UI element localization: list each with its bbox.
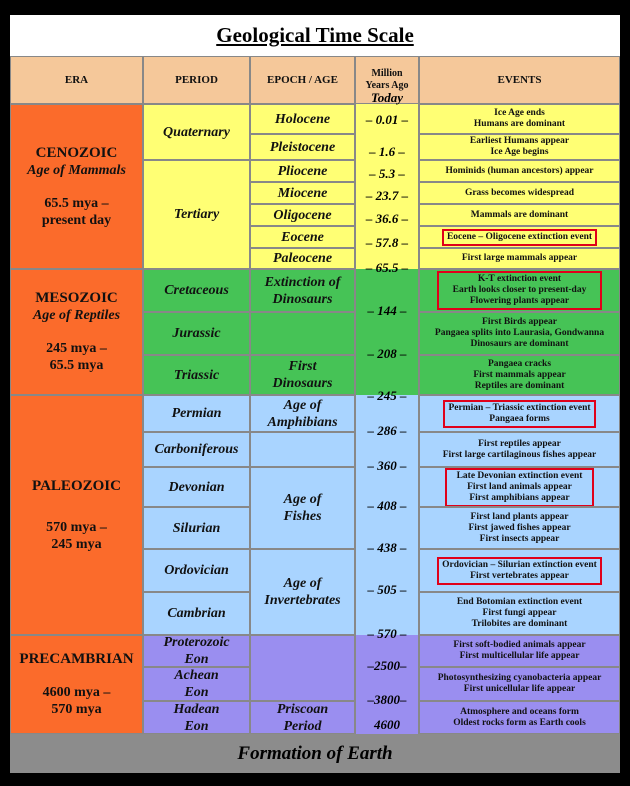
time-label: 4600 (374, 717, 400, 732)
time-label: – 5.3 – (369, 166, 405, 181)
epoch-amphibians-line1: Age of (283, 397, 322, 413)
period-quaternary: Quaternary (143, 104, 250, 160)
epoch-holocene: Holocene (250, 104, 355, 134)
epoch-carboniferous-blank (250, 432, 355, 467)
epoch-extinction-line2: Dinosaurs (272, 291, 333, 307)
events-hadean (419, 701, 620, 734)
events-triassic (419, 355, 620, 395)
time-label: – 0.01 – (365, 112, 409, 127)
period-achean (143, 667, 250, 701)
time-label: – 208 – (367, 346, 407, 361)
period-permian: Permian (143, 395, 250, 432)
time-label: – 36.6 – (365, 211, 409, 226)
epoch-oligocene: Oligocene (250, 204, 355, 226)
event-text: First mammals appear (473, 369, 566, 380)
epoch-age-of-amphibians (250, 395, 355, 432)
event-text: Pangaea forms (489, 413, 550, 424)
era-cenozoic-subtitle: Age of Mammals (27, 162, 126, 178)
event-text: First multicellular life appear (459, 651, 580, 661)
header-epoch: EPOCH / AGE (250, 56, 355, 104)
epoch-priscoan-period (250, 701, 355, 734)
epoch-first-dino-line2: Dinosaurs (272, 376, 333, 391)
time-label: –3800– (367, 692, 407, 707)
events-achean (419, 667, 620, 701)
epoch-pleistocene: Pleistocene (250, 134, 355, 160)
extinction-highlight-box (443, 400, 595, 428)
era-paleozoic-range-start: 570 mya – (46, 519, 107, 535)
header-period: PERIOD (143, 56, 250, 104)
period-jurassic: Jurassic (143, 312, 250, 355)
events-pliocene (419, 160, 620, 182)
event-text: First unicellular life appear (463, 684, 576, 694)
event-text: Oldest rocks form as Earth cools (453, 717, 586, 728)
era-precambrian-range-end: 570 mya (51, 702, 102, 717)
event-text: Mammals are dominant (470, 209, 569, 220)
header-mya-line1: Million (371, 68, 403, 79)
event-text: Ice Age ends (494, 108, 545, 118)
era-mesozoic-range-start: 245 mya – (46, 341, 107, 356)
epoch-invertebrates-line1: Age of (283, 576, 322, 591)
event-text: First vertebrates appear (470, 570, 569, 581)
period-achean-line1: Achean (174, 668, 219, 683)
era-precambrian-range-start: 4600 mya – (42, 685, 111, 700)
events-holocene (419, 104, 620, 134)
period-proterozoic (143, 635, 250, 667)
epoch-pliocene: Pliocene (250, 160, 355, 182)
events-miocene (419, 182, 620, 204)
era-cenozoic (10, 104, 143, 269)
time-label: – 286 – (367, 423, 407, 438)
event-text: First fungi appear (482, 608, 557, 618)
time-today: Today (370, 90, 404, 105)
epoch-first-dinosaurs (250, 355, 355, 395)
period-silurian: Silurian (143, 507, 250, 549)
event-text: Trilobites are dominant (471, 619, 568, 629)
period-hadean-line2: Eon (184, 718, 209, 734)
events-devonian (419, 467, 620, 507)
event-text: First amphibians appear (469, 492, 570, 503)
period-devonian: Devonian (143, 467, 250, 507)
event-text: Hominids (human ancestors) appear (445, 165, 594, 176)
time-column-mesozoic (355, 269, 419, 395)
event-text: First land plants appear (470, 511, 569, 522)
epoch-paleocene: Paleocene (250, 248, 355, 269)
event-text: Earth looks closer to present-day (452, 285, 587, 295)
extinction-highlight-box (437, 271, 603, 310)
era-paleozoic-range-end: 245 mya (51, 536, 102, 552)
period-cambrian: Cambrian (143, 592, 250, 635)
event-text: Permian – Triassic extinction event (448, 402, 591, 413)
epoch-fishes-line2: Fishes (283, 509, 322, 524)
events-silurian (419, 507, 620, 549)
event-text: Ordovician – Silurian extinction event (442, 559, 597, 570)
era-cenozoic-name: CENOZOIC (35, 144, 118, 161)
era-mesozoic (10, 269, 143, 395)
period-hadean-line1: Hadean (173, 701, 220, 717)
period-ordovician: Ordovician (143, 549, 250, 592)
period-hadean (143, 701, 250, 734)
period-achean-line2: Eon (184, 685, 209, 700)
era-mesozoic-range-end: 65.5 mya (49, 358, 104, 373)
epoch-age-of-invertebrates (250, 549, 355, 635)
epoch-eocene: Eocene (250, 226, 355, 248)
time-label: – 1.6 – (369, 144, 405, 159)
header-mya-line2: Years Ago (365, 80, 409, 91)
events-proterozoic (419, 635, 620, 667)
events-ordovician (419, 549, 620, 592)
era-precambrian (10, 635, 143, 734)
footer-formation-of-earth: Formation of Earth (10, 734, 620, 773)
epoch-jurassic-blank (250, 312, 355, 355)
time-label: – 65.5 – (365, 260, 409, 275)
extinction-highlight-box (442, 229, 597, 246)
event-text: First large mammals appear (461, 253, 578, 263)
event-text: Flowering plants appear (469, 296, 570, 306)
event-text: Photosynthesizing cyanobacteria appear (437, 673, 602, 683)
event-text: First Birds appear (482, 317, 557, 327)
header-era: ERA (10, 56, 143, 104)
time-label: – 144 – (367, 303, 407, 318)
event-text: End Botomian extinction event (456, 597, 583, 607)
events-pleistocene (419, 134, 620, 160)
event-text: First land animals appear (467, 481, 572, 492)
event-text: Pangaea cracks (487, 358, 552, 369)
epoch-priscoan-line2: Period (283, 718, 322, 734)
time-label: – 570 – (367, 626, 407, 641)
period-cretaceous: Cretaceous (143, 269, 250, 312)
era-mesozoic-subtitle: Age of Reptiles (32, 308, 121, 323)
event-text: K-T extinction event (477, 274, 562, 284)
time-label: – 408 – (367, 498, 407, 513)
epoch-precambrian-blank (250, 635, 355, 701)
event-text: Pangaea splits into Laurasia, Gondwanna (434, 328, 605, 338)
event-text: Eocene – Oligocene extinction event (446, 231, 593, 242)
event-text: First jawed fishes appear (468, 522, 571, 533)
geological-time-scale-chart (10, 15, 620, 773)
event-text: Reptiles are dominant (474, 380, 565, 391)
era-cenozoic-range-start: 65.5 mya – (44, 195, 109, 211)
events-jurassic (419, 312, 620, 355)
era-paleozoic-name: PALEOZOIC (32, 477, 121, 494)
time-label: – 245 – (367, 388, 407, 403)
epoch-priscoan-line1: Priscoan (276, 701, 329, 717)
period-triassic: Triassic (143, 355, 250, 395)
event-text: First reptiles appear (478, 438, 561, 449)
epoch-extinction-of-dinosaurs (250, 269, 355, 312)
epoch-first-dino-line1: First (288, 359, 317, 374)
period-proterozoic-line1: Proterozoic (163, 635, 230, 650)
era-paleozoic (10, 395, 143, 635)
event-text: First insects appear (479, 533, 560, 544)
epoch-age-of-fishes (250, 467, 355, 549)
epoch-extinction-line1: Extinction of (264, 274, 341, 290)
epoch-amphibians-line2: Amphibians (267, 414, 338, 430)
event-text: Dinosaurs are dominant (470, 339, 569, 349)
epoch-fishes-line1: Age of (283, 492, 322, 507)
time-label: – 23.7 – (365, 188, 409, 203)
event-text: Grass becomes widespread (464, 187, 575, 198)
event-text: First large cartilaginous fishes appear (442, 449, 597, 460)
extinction-highlight-box (445, 468, 595, 507)
events-carboniferous (419, 432, 620, 467)
extinction-highlight-box (437, 557, 602, 585)
time-label: –2500– (367, 658, 407, 673)
event-text: Humans are dominant (473, 119, 566, 129)
page-title: Geological Time Scale (216, 23, 414, 47)
era-cenozoic-range-end: present day (41, 212, 112, 228)
events-permian (419, 395, 620, 432)
period-carboniferous: Carboniferous (143, 432, 250, 467)
time-label: – 505 – (367, 582, 407, 597)
era-precambrian-name: PRECAMBRIAN (19, 651, 134, 667)
events-cretaceous (419, 269, 620, 312)
events-oligocene (419, 204, 620, 226)
time-label: – 360 – (367, 458, 407, 473)
events-eocene (419, 226, 620, 248)
event-text: First soft-bodied animals appear (453, 640, 586, 650)
event-text: Late Devonian extinction event (456, 470, 583, 481)
event-text: Earliest Humans appear (469, 136, 570, 146)
epoch-invertebrates-line2: Invertebrates (264, 593, 341, 608)
period-tertiary: Tertiary (143, 160, 250, 269)
header-events: EVENTS (419, 56, 620, 104)
events-paleocene (419, 248, 620, 269)
event-text: Ice Age begins (490, 147, 549, 157)
era-mesozoic-name: MESOZOIC (35, 290, 118, 306)
time-label: – 57.8 – (365, 235, 409, 250)
events-cambrian (419, 592, 620, 635)
period-proterozoic-line2: Eon (184, 652, 209, 667)
epoch-miocene: Miocene (250, 182, 355, 204)
time-label: – 438 – (367, 540, 407, 555)
event-text: Atmosphere and oceans form (460, 706, 579, 717)
